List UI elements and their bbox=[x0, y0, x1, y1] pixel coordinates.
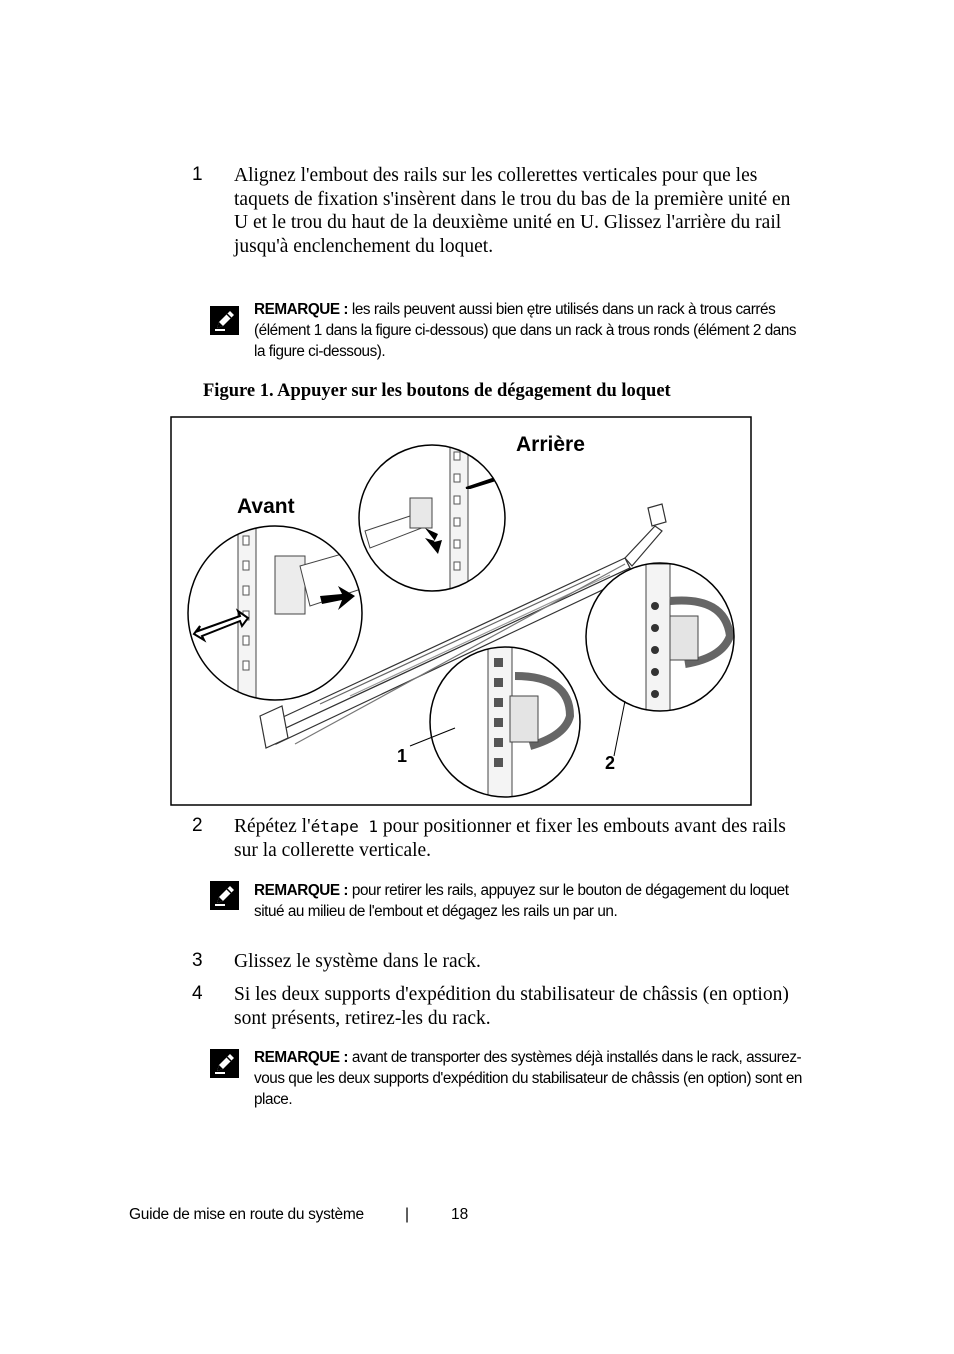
step-2-number: 2 bbox=[192, 815, 203, 836]
note-1 bbox=[254, 299, 806, 362]
note-3-label: REMARQUE : bbox=[254, 1049, 349, 1066]
footer-separator: | bbox=[405, 1206, 410, 1223]
step-2-text bbox=[234, 815, 794, 862]
step-4-text: Si les deux supports d'expédition du stabilisateur de châssis (en option) sont présents, retirez-les du rack. bbox=[234, 984, 789, 1029]
note-pencil-icon bbox=[210, 306, 239, 335]
note-3 bbox=[254, 1047, 806, 1110]
step-1-text: Alignez l'embout des rails sur les collerettes verticales pour que les taquets de fixation s'insèrent dans le trou du bas de la première unité en U et le trou du haut de la deuxième unité en U. Glissez l'arrière du rail jusqu'à enclenchement du loquet. bbox=[234, 165, 791, 257]
step-3-text: Glissez le système dans le rack. bbox=[234, 951, 481, 972]
label-back: Arrière bbox=[516, 433, 585, 456]
step-1-number: 1 bbox=[192, 164, 203, 185]
step-4-number: 4 bbox=[192, 983, 203, 1004]
rail-installation-figure bbox=[170, 416, 752, 806]
note-pencil-icon bbox=[210, 881, 239, 910]
note-1-label: REMARQUE : bbox=[254, 301, 349, 318]
step-3-number: 3 bbox=[192, 950, 203, 971]
footer-title: Guide de mise en route du système bbox=[129, 1206, 364, 1223]
callout-1: 1 bbox=[397, 746, 408, 766]
figure-caption: Figure 1. Appuyer sur les boutons de dégagement du loquet bbox=[203, 381, 671, 401]
note-pencil-icon bbox=[210, 1049, 239, 1078]
step-2-text-after: pour positionner et fixer les embouts avant des rails sur la collerette verticale. bbox=[234, 816, 786, 861]
page-number: 18 bbox=[451, 1206, 469, 1223]
note-2-body: pour retirer les rails, appuyez sur le bouton de dégagement du loquet situé au milieu de l'embout et dégagez les rails un par un. bbox=[254, 882, 789, 920]
step-2-text-before: Répétez l' bbox=[234, 816, 311, 837]
note-1-body: les rails peuvent aussi bien ętre utilisés dans un rack à trous carrés (élément 1 dans la figure ci-dessous) que dans un rack à trous ronds (élément 2 dans la figure ci-dessous). bbox=[254, 301, 797, 360]
note-3-body: avant de transporter des systèmes déjà installés dans le rack, assurez-vous que les deux supports d'expédition du stabilisateur de châssis (en option) sont en place. bbox=[254, 1049, 802, 1108]
note-2-label: REMARQUE : bbox=[254, 882, 349, 899]
step-2-link: étape 1 bbox=[310, 817, 379, 836]
label-front: Avant bbox=[237, 495, 295, 518]
callout-2: 2 bbox=[605, 753, 616, 773]
note-2 bbox=[254, 880, 806, 922]
